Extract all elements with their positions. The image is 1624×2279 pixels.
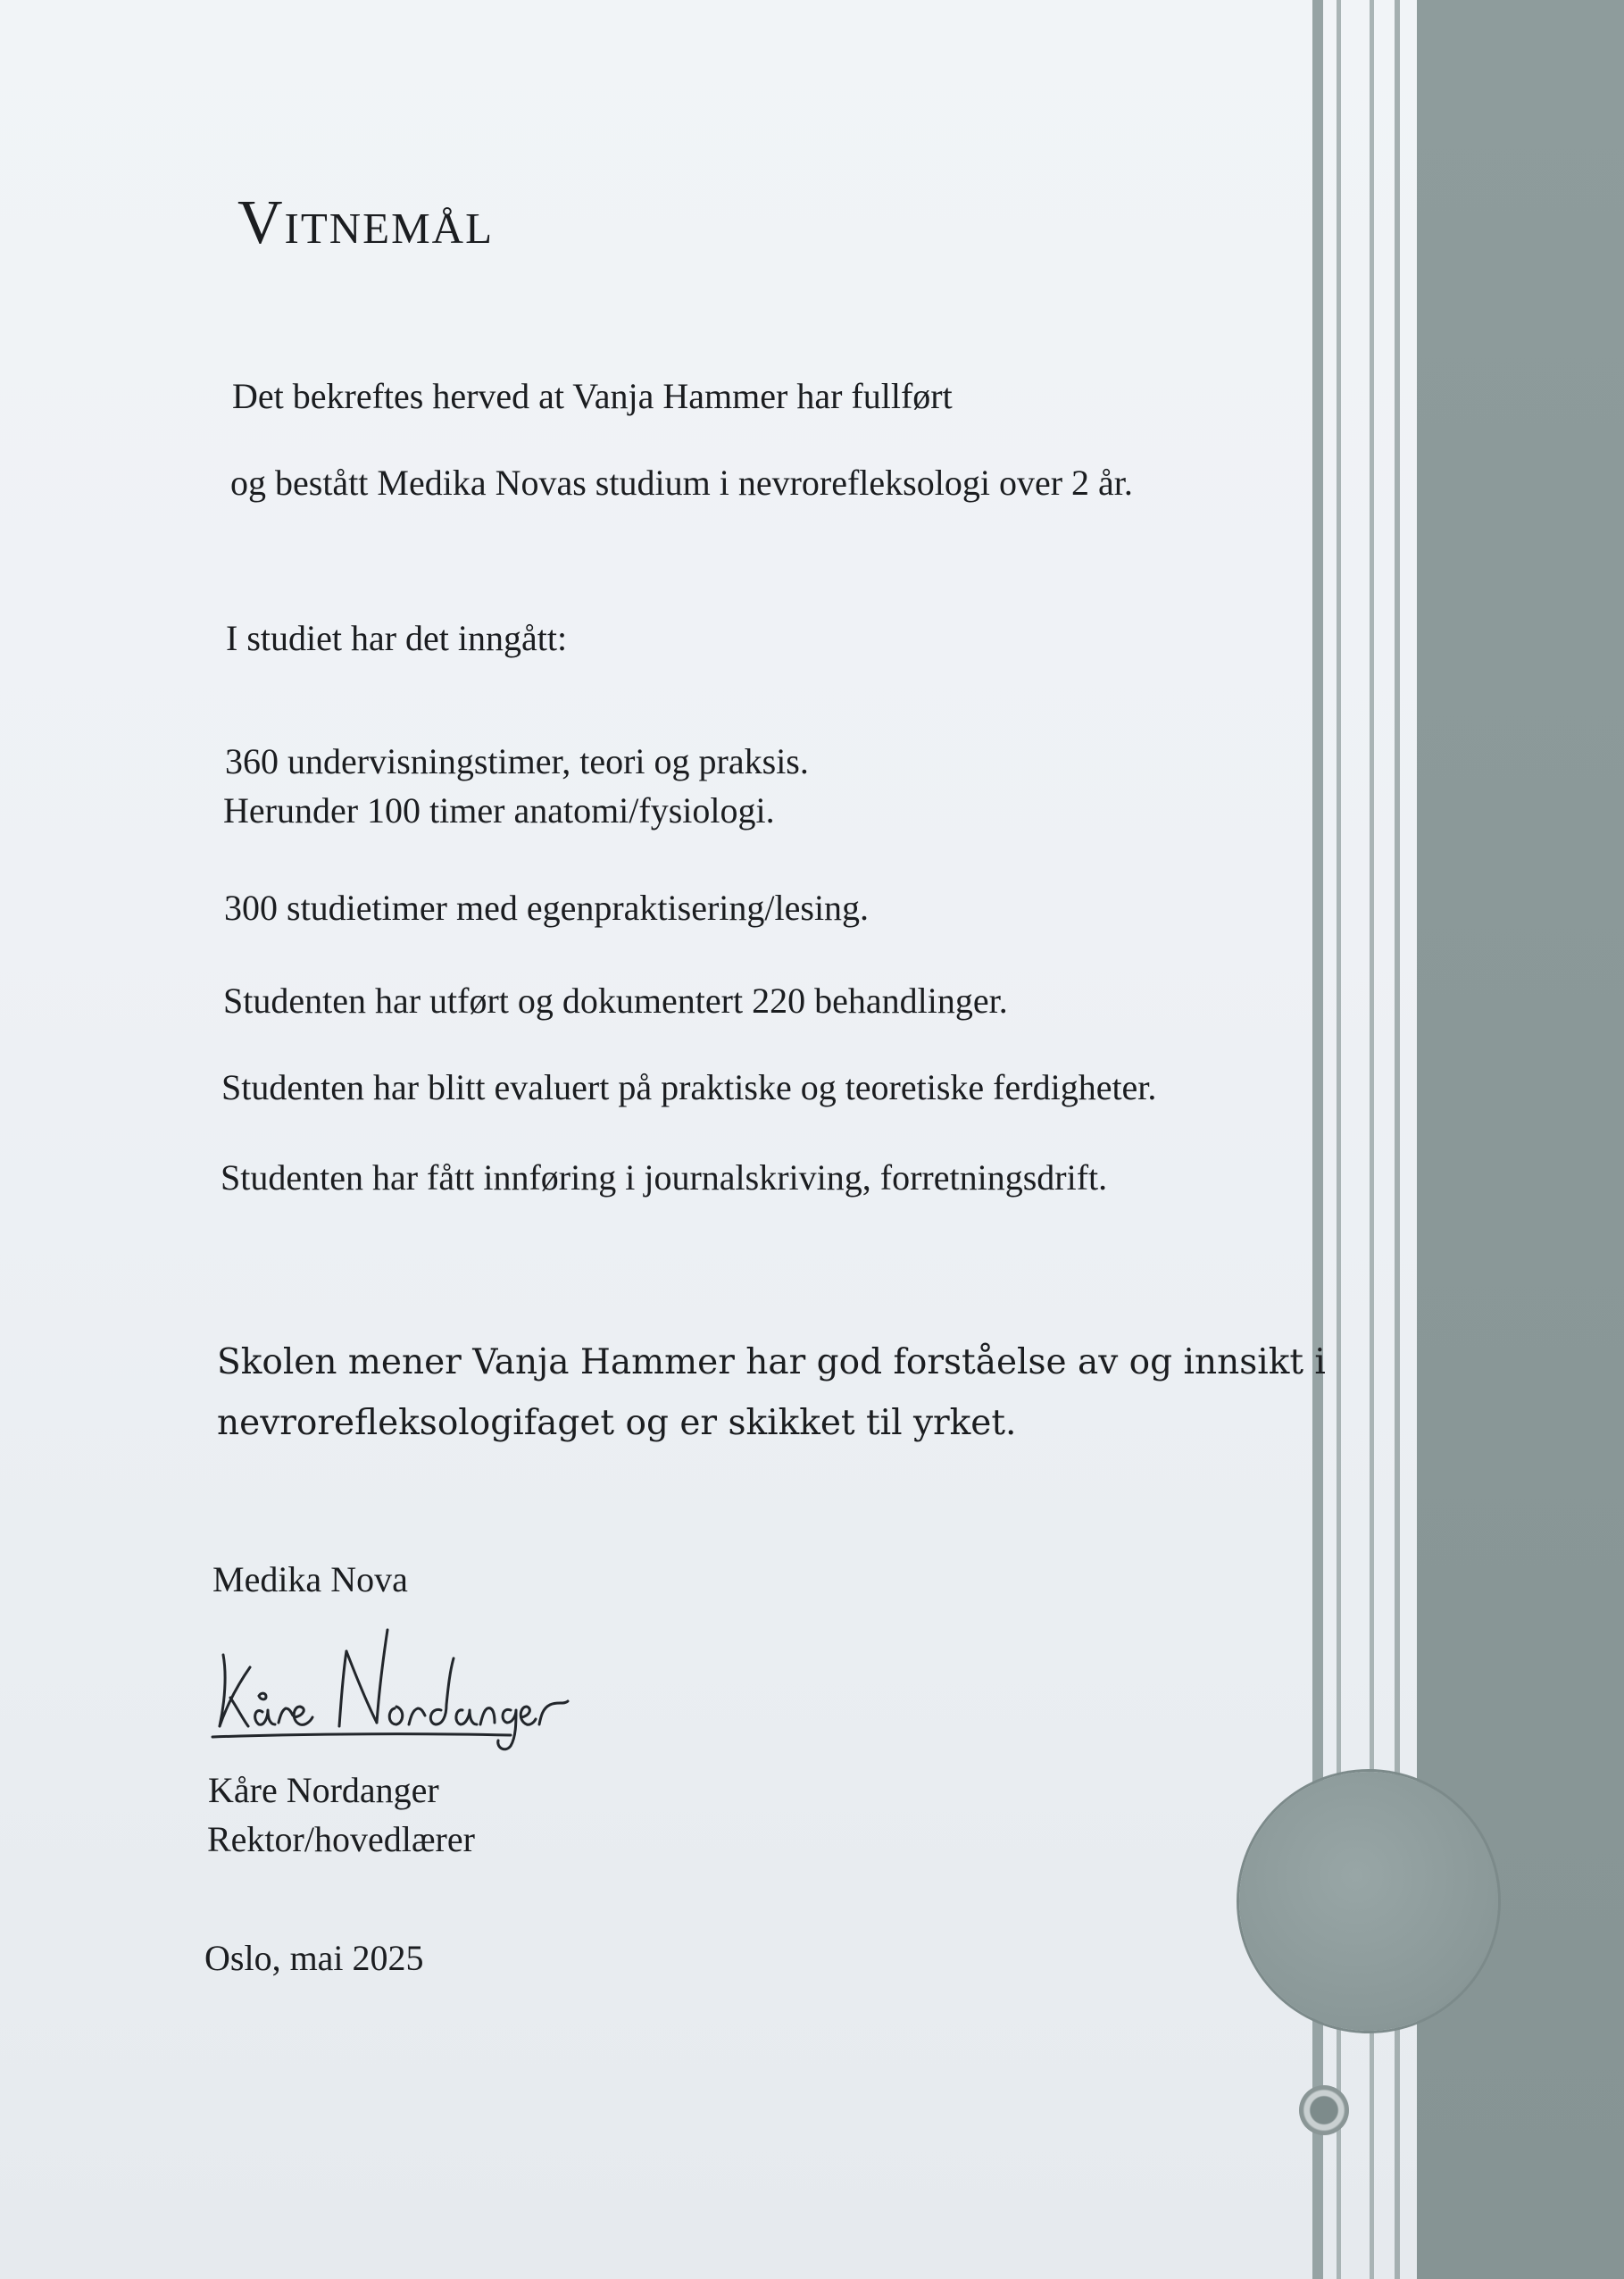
- included-heading: I studiet har det inngått:: [226, 618, 568, 658]
- conclusion-line: nevrorefleksologifaget og er skikket til yrket.: [217, 1403, 1017, 1443]
- document-title: Vitnemål: [237, 188, 495, 257]
- study-item: 360 undervisningstimer, teori og praksis.: [225, 741, 809, 781]
- signer-title: Rektor/hovedlærer: [207, 1819, 475, 1859]
- intro-line: og bestått Medika Novas studium i nevrorefleksologi over 2 år.: [230, 463, 1133, 503]
- organization-name: Medika Nova: [212, 1559, 408, 1599]
- handwritten-signature: [207, 1612, 582, 1759]
- study-item: Studenten har utført og dokumentert 220 behandlinger.: [223, 981, 1008, 1021]
- conclusion-line: Skolen mener Vanja Hammer har god forståelse av og innsikt i: [217, 1342, 1326, 1382]
- decorative-circle: [1239, 1772, 1498, 2031]
- decorative-small-circle: [1299, 2085, 1349, 2135]
- signer-name: Kåre Nordanger: [208, 1770, 439, 1810]
- study-item: Studenten har blitt evaluert på praktiske og teoretiske ferdigheter.: [221, 1067, 1157, 1107]
- study-item: 300 studietimer med egenpraktisering/lesing.: [224, 888, 870, 928]
- place-and-date: Oslo, mai 2025: [204, 1938, 424, 1978]
- intro-line: Det bekreftes herved at Vanja Hammer har fullført: [232, 376, 953, 416]
- study-item: Studenten har fått innføring i journalskriving, forretningsdrift.: [221, 1157, 1108, 1198]
- study-item: Herunder 100 timer anatomi/fysiologi.: [223, 790, 775, 831]
